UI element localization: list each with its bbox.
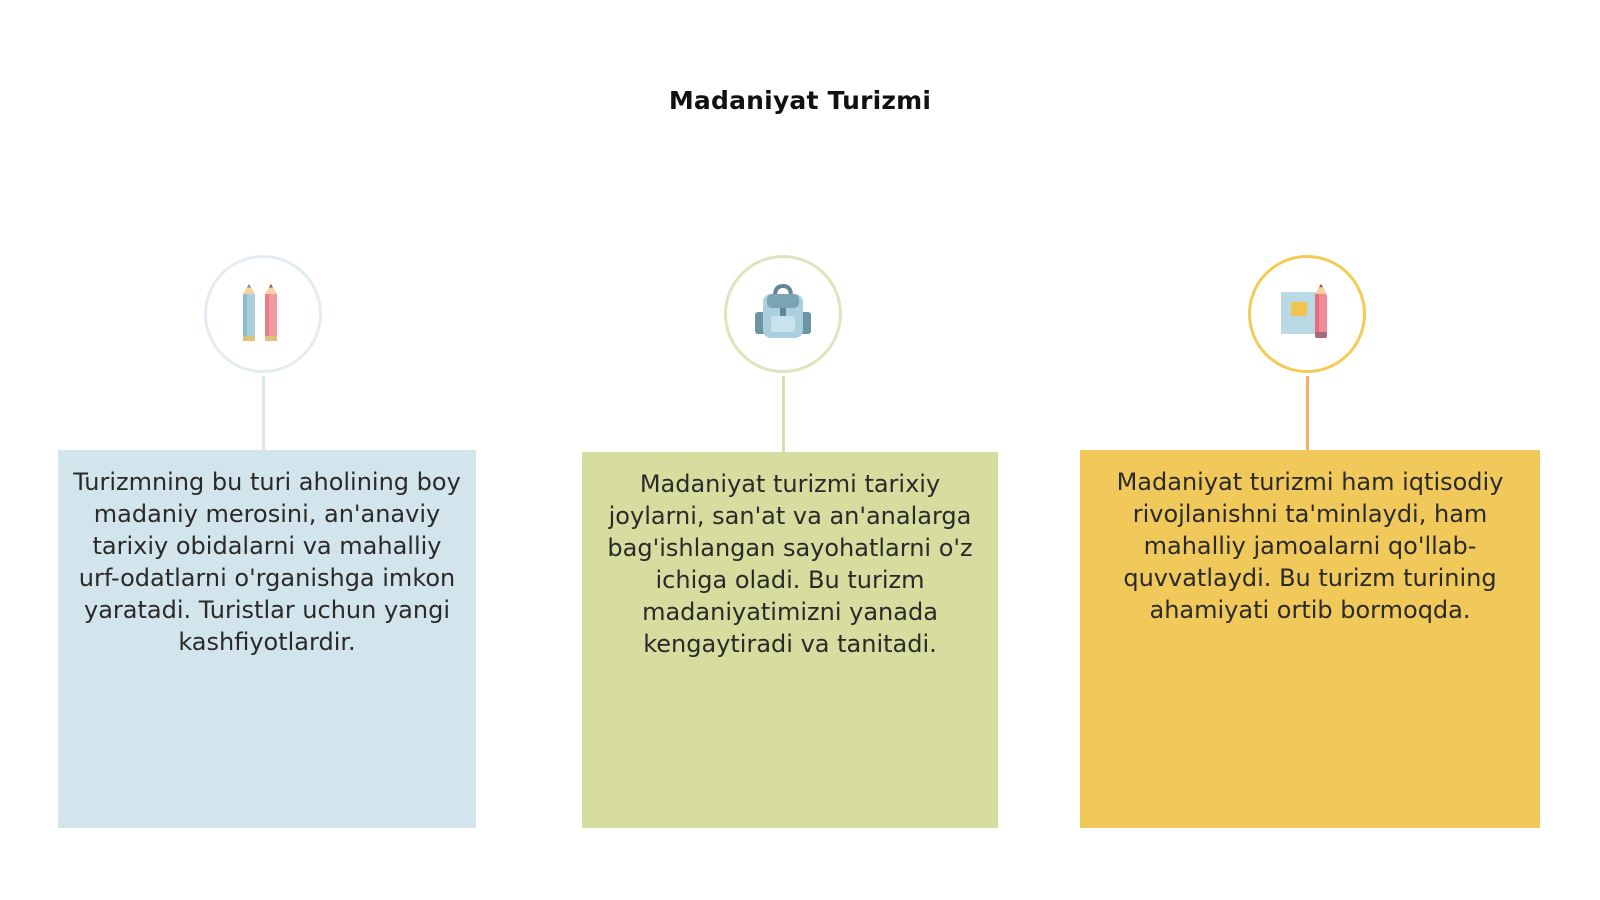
backpack-icon xyxy=(753,282,813,346)
connector-3 xyxy=(1306,376,1309,450)
pencils-icon xyxy=(235,280,291,348)
card-text-1: Turizmning bu turi aholining boy madaniy merosini, an'anaviy tarixiy obidalarni va mahalliy urf-odatlarni o'rganishga imkon yaratadi. Turistlar uchun yangi kashfiyotlardir. xyxy=(73,468,461,656)
info-card-2 xyxy=(582,452,998,828)
map-pencil-icon xyxy=(1277,282,1337,346)
info-card-3 xyxy=(1080,450,1540,828)
card-text-3: Madaniyat turizmi ham iqtisodiy rivojlanishni ta'minlaydi, ham mahalliy jamoalarni qo'llab-quvvatlaydi. Bu turizm turining ahamiyati ortib bormoqda. xyxy=(1116,468,1504,624)
icon-circle-3 xyxy=(1248,255,1366,373)
connector-2 xyxy=(782,376,785,452)
info-card-1 xyxy=(58,450,476,828)
card-text-2: Madaniyat turizmi tarixiy joylarni, san'at va an'analarga bag'ishlangan sayohatlarni o'z ichiga oladi. Bu turizm madaniyatimizni yanada kengaytiradi va tanitadi. xyxy=(607,470,973,658)
icon-circle-1 xyxy=(204,255,322,373)
connector-1 xyxy=(262,376,265,450)
icon-circle-2 xyxy=(724,255,842,373)
slide-title: Madaniyat Turizmi xyxy=(668,86,932,115)
